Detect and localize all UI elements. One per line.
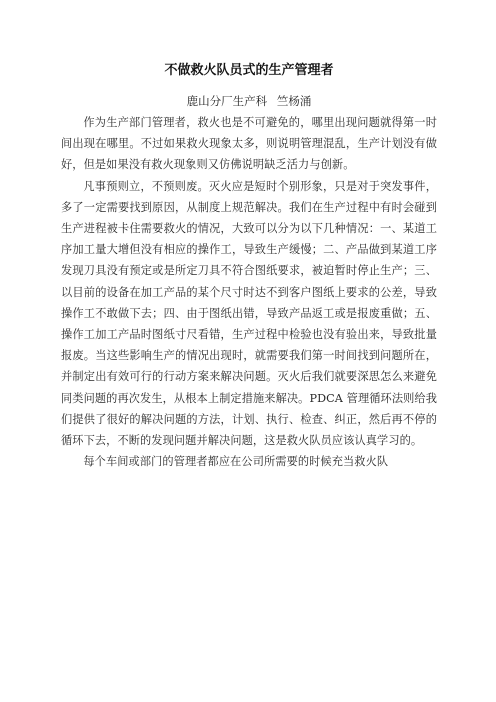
paragraph: 凡事预则立，不预则废。灭火应是短时个别形象，只是对于突发事件，多了一定需要找到原因，从制度上规范解决。我们在生产过程中有时会碰到生产进程被卡住需要救火的情况，大致可以分为以下几种情况：一、某道工序加工量大增但没有相应的操作工，导致生产缓慢；二、产品做到某道工序发现刀具没有预定或是所定刀具不符合图纸要求，被迫暂时停止生产；三、以目前的设备在加工产品的某个尺寸时达不到客户图纸上要求的公差，导致操作工不敢做下去；四、由于图纸出错，导致产品返工或是报废重做；五、操作工加工产品时图纸寸尺看错，生产过程中检验也没有验出来，导致批量报废。当这些影响生产的情况出现时，就需要我们第一时间找到问题所在，并制定出有效可行的行动方案来解决问题。灭火后我们就要深思怎么来避免同类问题的再次发生，从根本上制定措施来解决。PDCA 管理循环法则给我们提供了很好的解决问题的方法，计划、执行、检查、纠正，然后再不停的循环下去，不断的发现问题并解决问题，这是救火队员应该认真学习的。 (61, 179, 437, 448)
author-byline: 鹿山分厂生产科 竺杨涌 (186, 94, 312, 108)
document-title: 不做救火队员式的生产管理者 (164, 63, 334, 78)
paragraph: 每个车间或部门的管理者都应在公司所需要的时候充当救火队 (83, 455, 389, 469)
paragraph: 作为生产部门管理者，救火也是不可避免的，哪里出现问题就得第一时间出现在哪里。不过如果救火现象太多，则说明管理混乱，生产计划没有做好，但是如果没有救火现象则又仿佛说明缺乏活力与创新。 (61, 116, 437, 172)
